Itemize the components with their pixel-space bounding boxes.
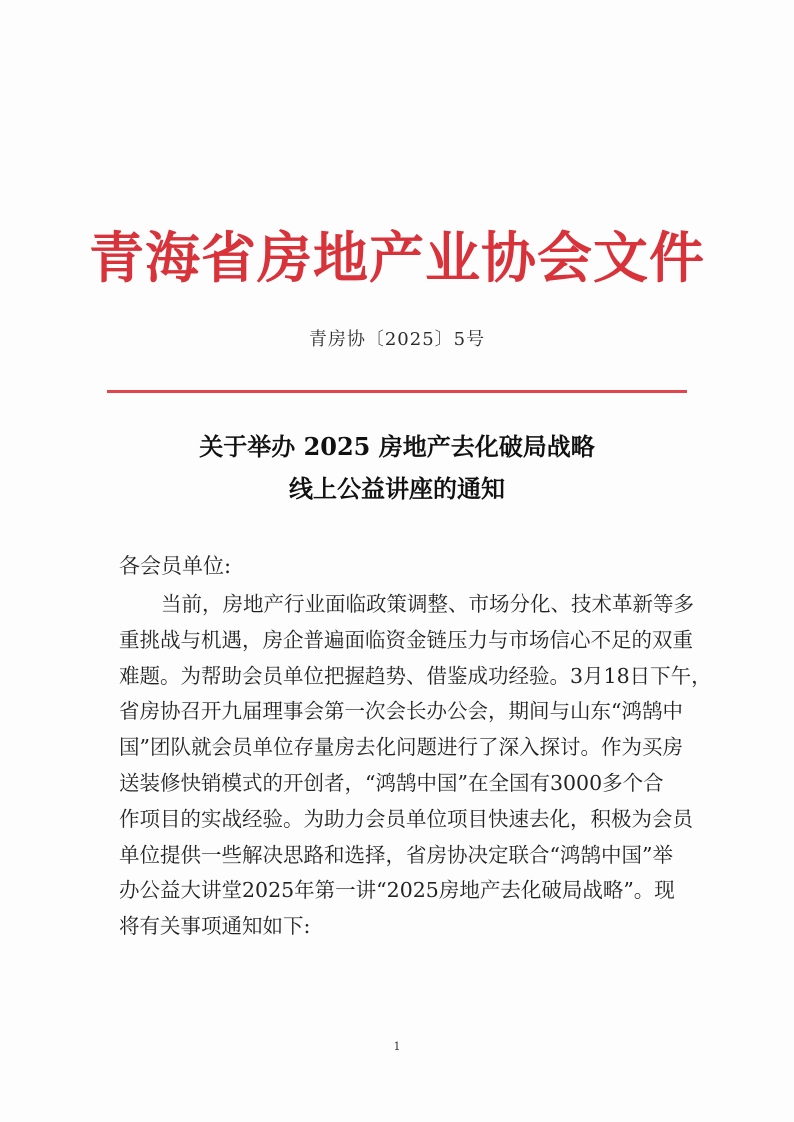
notice-title [0,426,794,510]
notice-title-line-1: 关于举办 2025 房地产去化破局战略 [199,432,595,461]
body-line: 作项目的实战经验。为助力会员单位项目快速去化，积极为会员 [119,806,693,831]
notice-title-line-2: 线上公益讲座的通知 [289,474,505,503]
body-line: 国”团队就会员单位存量房去化问题进行了深入探讨。作为买房 [119,735,683,760]
page-number: 1 [393,1040,401,1053]
body-line: 送装修快销模式的开创者，“鸿鹄中国”在全国有3000多个合 [119,770,664,795]
body-line: 当前，房地产行业面临政策调整、市场分化、技术革新等多 [161,592,694,616]
notice-body [119,587,712,945]
body-line: 单位提供一些解决思路和选择，省房协决定联合“鸿鹄中国”举 [119,842,673,867]
body-line: 难题。为帮助会员单位把握趋势、借鉴成功经验。3月18日下午， [119,663,712,688]
document-number: 青房协〔2025〕5号 [308,329,486,350]
body-line: 将有关事项通知如下: [119,914,311,939]
body-line: 省房协召开九届理事会第一次会长办公会，期间与山东“鸿鹄中 [119,699,683,724]
header-divider-rule [107,390,687,393]
document-header-title: 青海省房地产业协会文件 [88,225,705,290]
body-line: 办公益大讲堂2025年第一讲“2025房地产去化破局战略”。现 [119,878,675,903]
salutation: 各会员单位: [119,554,232,578]
body-line: 重挑战与机遇，房企普遍面临资金链压力与市场信心不足的双重 [119,627,693,652]
